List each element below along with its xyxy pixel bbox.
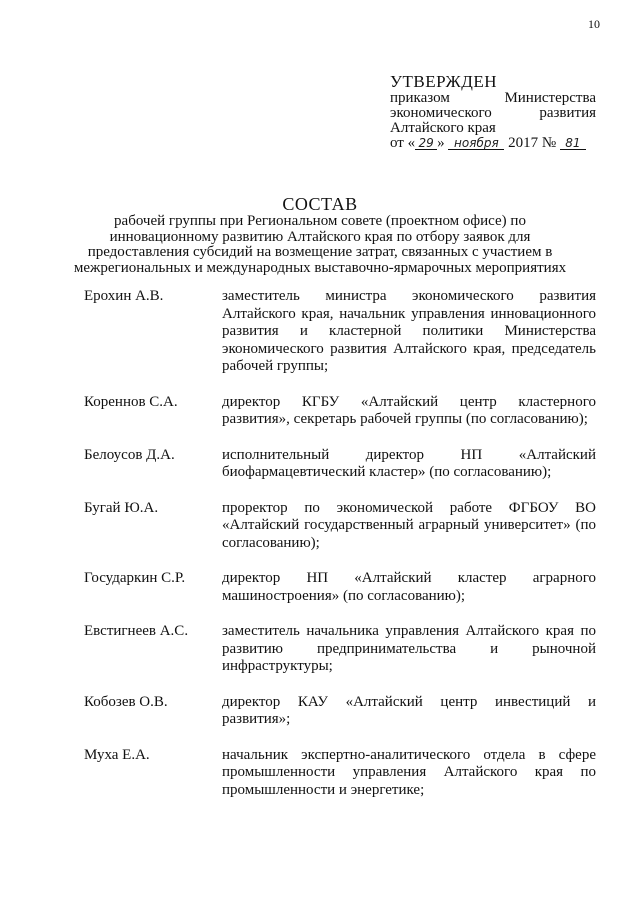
- date-prefix: от «: [390, 135, 416, 151]
- composition-header: [60, 195, 580, 276]
- member-role: начальник экспертно-аналитического отдела в сфере промышленности управления Алтайского края по промышленности и энергетике;: [222, 746, 596, 798]
- member-name: Белоусов Д.А.: [84, 446, 175, 463]
- date-mid: »: [437, 135, 449, 151]
- document-title: СОСТАВ: [282, 194, 358, 214]
- member-name: Кобозев О.В.: [84, 693, 168, 710]
- member-row: [84, 623, 596, 676]
- member-name: Государкин С.Р.: [84, 570, 186, 586]
- member-row: [84, 394, 596, 429]
- document-subtitle: рабочей группы при Региональном совете (проектном офисе) по инновационному развитию Алтайского края по отбору заявок для предоставления субсидий на возмещение затрат, связанных с участием в межрегиональных и международных выставочно-ярмарочных мероприятиях: [73, 213, 567, 276]
- member-role: директор НП «Алтайский кластер аграрного машиностроения» (по согласованию);: [222, 570, 596, 604]
- member-role: заместитель министра экономического развития Алтайского края, начальник управления инновационного развития и кластерной политики Министерства экономического развития Алтайского края, председатель рабочей группы;: [222, 288, 596, 374]
- approval-heading: УТВЕРЖДЕН: [390, 72, 497, 91]
- handwritten-day: 29: [415, 137, 437, 150]
- date-year: 2017 №: [504, 135, 560, 151]
- member-name: Ерохин А.В.: [84, 288, 164, 304]
- member-row: [84, 747, 596, 800]
- page-number: 10: [588, 17, 600, 31]
- member-row: [84, 500, 596, 553]
- member-role: заместитель начальника управления Алтайского края по развитию предпринимательства и рыночной инфраструктуры;: [222, 623, 596, 674]
- member-row: [84, 288, 596, 376]
- member-role: проректор по экономической работе ФГБОУ ВО «Алтайский государственный аграрный университет» (по согласованию);: [222, 499, 596, 551]
- member-role: исполнительный директор НП «Алтайский биофармацевтический кластер» (по согласованию);: [222, 446, 596, 480]
- member-role: директор КГБУ «Алтайский центр кластерного развития», секретарь рабочей группы (по согласованию);: [222, 393, 596, 427]
- handwritten-number: 81: [560, 137, 586, 150]
- member-row: [84, 694, 596, 729]
- member-row: [84, 447, 596, 482]
- handwritten-month: ноября: [448, 137, 504, 150]
- approval-line-3: Алтайского края: [390, 120, 496, 136]
- approval-block: [390, 72, 596, 151]
- member-role: директор КАУ «Алтайский центр инвестиций и развития»;: [222, 693, 596, 727]
- approval-line-2: экономического развития: [390, 105, 596, 121]
- member-name: Муха Е.А.: [84, 746, 150, 763]
- member-name: Кореннов С.А.: [84, 393, 178, 410]
- member-name: Бугай Ю.А.: [84, 499, 159, 516]
- member-row: [84, 570, 596, 605]
- approval-date-line: [390, 136, 596, 151]
- member-name: Евстигнеев А.С.: [84, 623, 189, 639]
- members-list: [84, 288, 596, 799]
- approval-line-1: приказом Министерства: [390, 90, 596, 106]
